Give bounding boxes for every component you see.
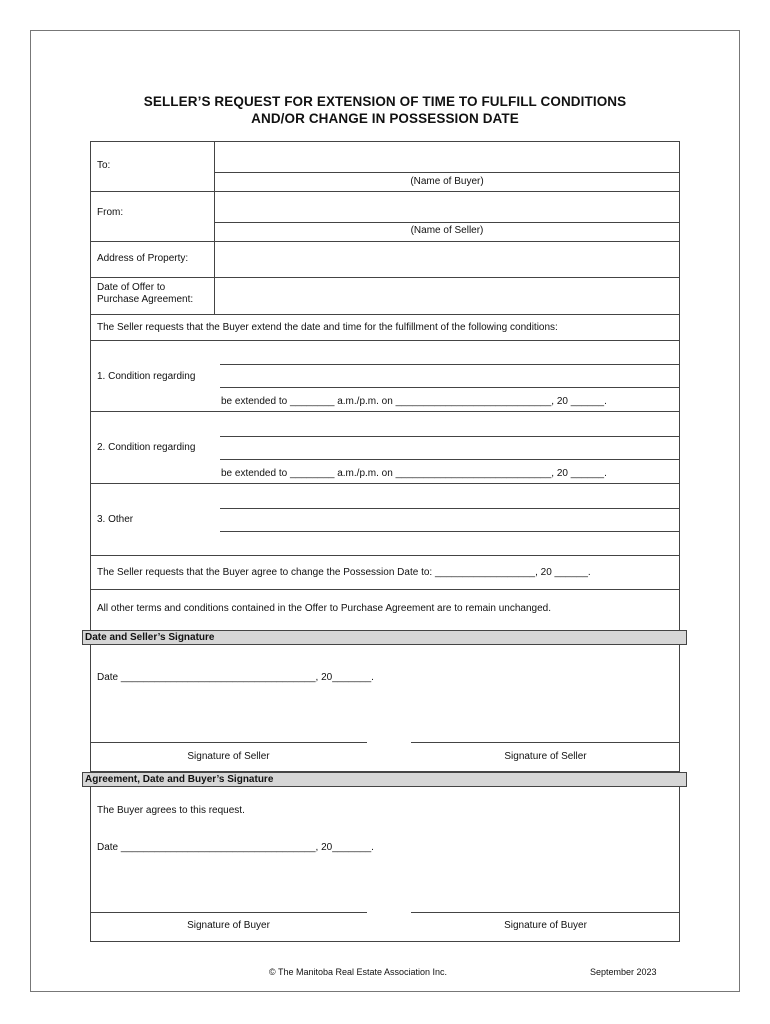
condition-1-extend-line[interactable]: be extended to ________ a.m./p.m. on ____________________________, 20 ______.: [221, 396, 607, 407]
buyer-date-line[interactable]: Date ___________________________________, 20_______.: [97, 842, 374, 853]
date-offer-label-line2: Purchase Agreement:: [97, 294, 194, 305]
buyer-signature-caption-1: Signature of Buyer: [187, 920, 270, 931]
form-title-line-2: AND/OR CHANGE IN POSSESSION DATE: [251, 111, 519, 126]
footer-date: September 2023: [590, 967, 657, 977]
other-label: 3. Other: [97, 514, 134, 525]
seller-signature-caption-2: Signature of Seller: [504, 751, 587, 762]
buyer-signature-caption-2: Signature of Buyer: [504, 920, 587, 931]
seller-signature-caption-1: Signature of Seller: [187, 751, 270, 762]
condition-2-label: 2. Condition regarding: [97, 442, 196, 453]
condition-2-line-1[interactable]: [220, 436, 680, 437]
buyer-signature-line-1[interactable]: [90, 912, 367, 913]
date-offer-label-line1: Date of Offer to: [97, 282, 166, 293]
buyer-section-header: Agreement, Date and Buyer’s Signature: [82, 772, 687, 787]
seller-section-header: Date and Seller’s Signature: [82, 630, 687, 645]
seller-signature-line-1[interactable]: [90, 742, 367, 743]
buyer-agrees-text: The Buyer agrees to this request.: [97, 805, 245, 816]
address-field[interactable]: [216, 243, 678, 275]
footer-copyright: © The Manitoba Real Estate Association Inc.: [269, 967, 448, 977]
to-name-field[interactable]: [214, 172, 680, 173]
other-line-2[interactable]: [220, 531, 680, 532]
address-label: Address of Property:: [97, 253, 189, 264]
form-title-line-1: SELLER’S REQUEST FOR EXTENSION OF TIME TO FULFILL CONDITIONS: [143, 94, 627, 109]
buyer-signature-line-2[interactable]: [411, 912, 680, 913]
name-of-seller-caption: (Name of Seller): [410, 225, 484, 236]
from-name-field[interactable]: [214, 222, 680, 223]
seller-signature-line-2[interactable]: [411, 742, 680, 743]
form-table: [90, 141, 680, 631]
request-intro-text: The Seller requests that the Buyer extend the date and time for the fulfillment of the following conditions:: [97, 322, 558, 333]
date-offer-field[interactable]: [216, 279, 678, 312]
possession-date-line[interactable]: The Seller requests that the Buyer agree to change the Possession Date to: __________________, 20 ______.: [97, 567, 591, 578]
other-line-1[interactable]: [220, 508, 680, 509]
to-label: To:: [97, 160, 111, 171]
condition-1-line-2[interactable]: [220, 387, 680, 388]
name-of-buyer-caption: (Name of Buyer): [410, 176, 484, 187]
seller-date-line[interactable]: Date ___________________________________, 20_______.: [97, 672, 374, 683]
terms-unchanged-text: All other terms and conditions contained in the Offer to Purchase Agreement are to remain unchanged.: [97, 603, 551, 614]
condition-2-line-2[interactable]: [220, 459, 680, 460]
condition-2-extend-line[interactable]: be extended to ________ a.m./p.m. on ____________________________, 20 ______.: [221, 468, 607, 479]
from-label: From:: [97, 207, 124, 218]
condition-1-line-1[interactable]: [220, 364, 680, 365]
condition-1-label: 1. Condition regarding: [97, 371, 196, 382]
